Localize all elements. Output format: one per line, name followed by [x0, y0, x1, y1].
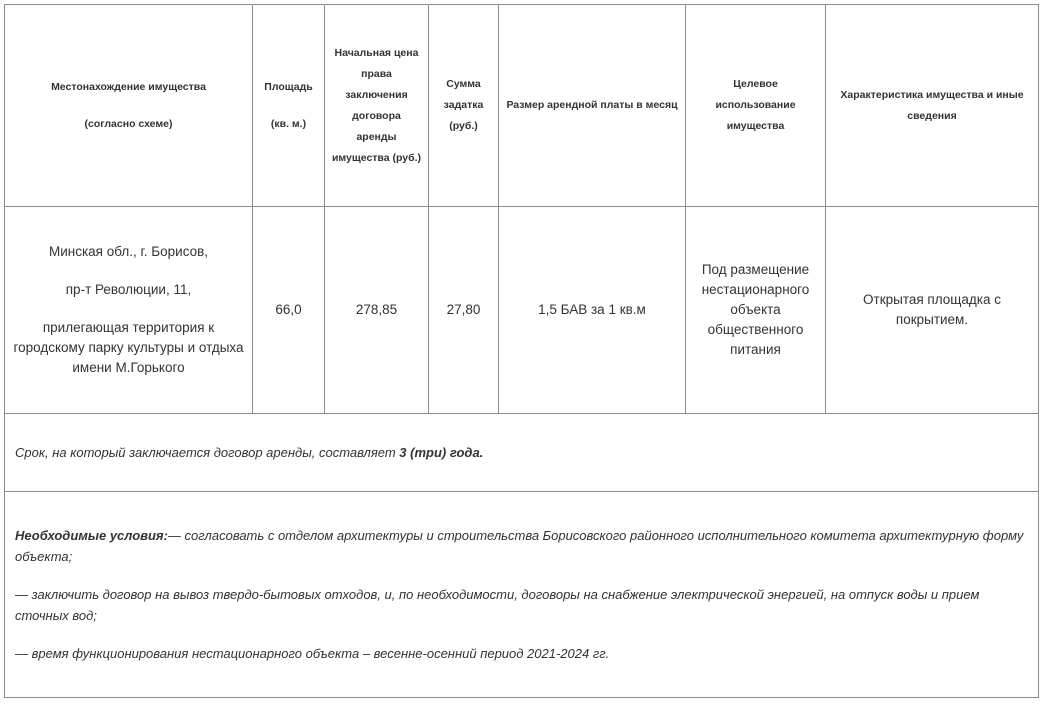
condition-item-2: — заключить договор на вывоз твердо-бытовых отходов, и, по необходимости, договоры на снабжение электрической энергией, на отпуск воды и прием сточных вод; [15, 587, 980, 623]
header-location-title: Местонахождение имущества [51, 80, 206, 93]
cell-start-price: 278,85 [325, 207, 429, 414]
header-start-price-text: Начальная цена права заключения договора аренды имущества (руб.) [331, 46, 422, 164]
term-row [5, 414, 1039, 492]
header-purpose-text: Целевое использование имущества [715, 78, 796, 132]
lease-term [5, 414, 1039, 492]
location-street: пр-т Революции, 11, [65, 282, 192, 297]
conditions-label: Необходимые условия: [15, 528, 168, 543]
header-purpose [686, 5, 826, 207]
cell-purpose: Под размещение нестационарного объекта общественного питания [686, 207, 826, 414]
conditions-cell [5, 492, 1039, 698]
table-row [5, 207, 1039, 414]
cell-features: Открытая площадка с покрытием. [826, 207, 1039, 414]
header-area-unit: (кв. м.) [270, 117, 307, 130]
header-location [5, 5, 253, 207]
condition-item-3: — время функционирования нестационарного объекта – весенне-осенний период 2021-2024 гг. [15, 646, 610, 661]
header-start-price [325, 5, 429, 207]
lease-table [4, 4, 1039, 698]
header-area-title: Площадь [264, 80, 313, 93]
header-deposit-text: Сумма задатка (руб.) [443, 78, 484, 132]
cell-area: 66,0 [253, 207, 325, 414]
header-features [826, 5, 1039, 207]
lease-term-duration: 3 (три) года. [399, 445, 484, 460]
conditions-row [5, 492, 1039, 698]
header-rent [499, 5, 686, 207]
header-rent-text: Размер арендной платы в месяц [506, 99, 678, 111]
location-description: прилегающая территория к городскому парку культуры и отдыха имени М.Горького [13, 320, 244, 375]
cell-rent: 1,5 БАВ за 1 кв.м [499, 207, 686, 414]
lease-term-text: Срок, на который заключается договор аренды, составляет [15, 445, 400, 460]
location-region: Минская обл., г. Борисов, [48, 244, 209, 259]
header-area [253, 5, 325, 207]
header-row [5, 5, 1039, 207]
header-location-note: (согласно схеме) [84, 117, 173, 130]
header-deposit [429, 5, 499, 207]
header-features-text: Характеристика имущества и иные сведения [840, 88, 1024, 122]
cell-deposit: 27,80 [429, 207, 499, 414]
cell-location [5, 207, 253, 414]
condition-item-1 [15, 525, 1028, 567]
document-container [4, 4, 1039, 698]
condition-text-1: — согласовать с отделом архитектуры и строительства Борисовского районного исполнительного комитета архитектурную форму объекта; [15, 528, 1024, 564]
